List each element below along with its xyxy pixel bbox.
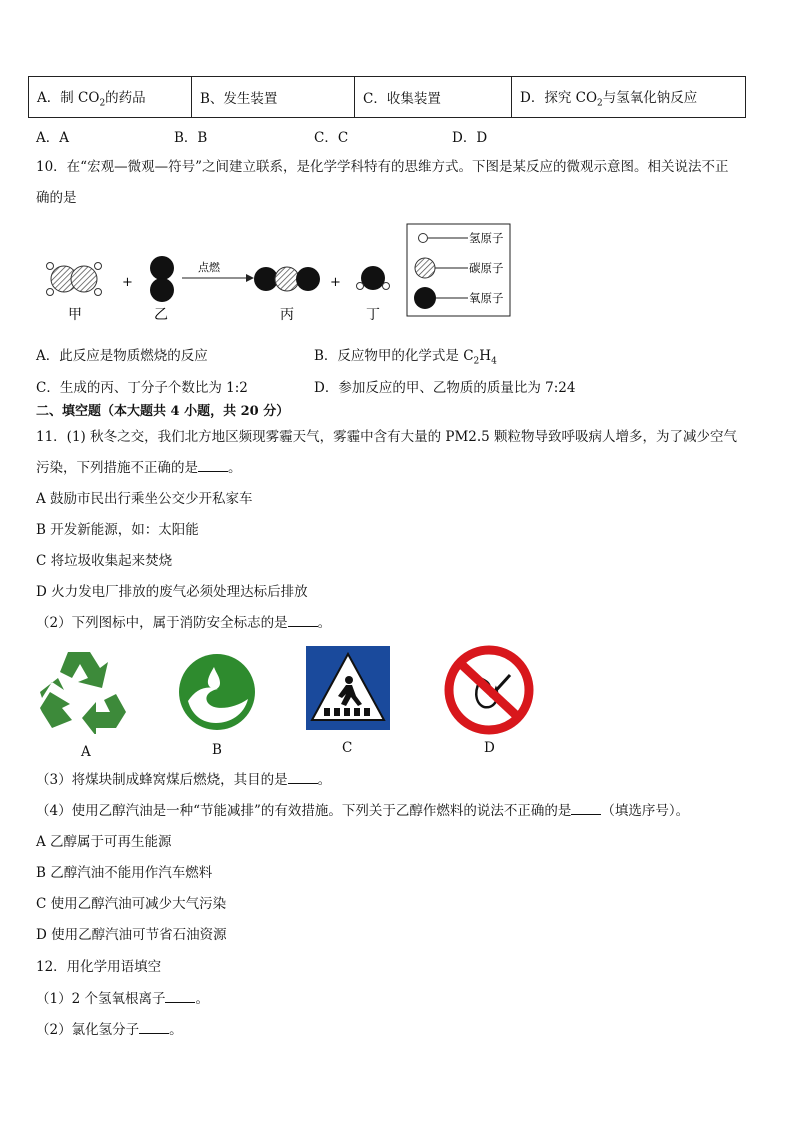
carbon-atom-icon [415, 258, 435, 278]
q10-option-a[interactable]: A．此反应是物质燃烧的反应 [36, 348, 208, 364]
q10-stem-line2: 确的是 [36, 190, 77, 206]
arrow-icon [246, 274, 254, 282]
q11-part4-option-c[interactable]: C 使用乙醇汽油可减少大气污染 [36, 896, 227, 912]
molecule-yi [150, 256, 174, 302]
label-bing: 丙 [280, 307, 294, 323]
q11-part1-option-a[interactable]: A 鼓励市民出行乘坐公交少开私家车 [36, 491, 253, 507]
icon-label-b: B [212, 742, 222, 758]
oxygen-atom-icon [414, 287, 436, 309]
q10-option-c[interactable]: C．生成的丙、丁分子个数比为 1:2 [36, 380, 248, 396]
q11-part2-stem: （2）下列图标中，属于消防安全标志的是 。 [36, 615, 332, 631]
q9-option-b[interactable]: B．B [174, 130, 208, 146]
q9-cell-c: C．收集装置 [355, 77, 512, 118]
q9-options-table [28, 76, 746, 118]
q11-part1-option-d[interactable]: D 火力发电厂排放的废气必须处理达标后排放 [36, 584, 308, 600]
q12-part1: （1）2 个氢氧根离子 。 [36, 991, 209, 1007]
plus-sign-1: + [122, 275, 133, 290]
q9-option-a[interactable]: A．A [36, 130, 69, 146]
atom-legend [407, 224, 510, 316]
answer-blank[interactable] [288, 771, 318, 784]
molecule-jia [47, 263, 102, 296]
recycle-icon[interactable] [38, 648, 128, 734]
legend-oxygen: 氧原子 [469, 291, 504, 305]
q11-part1-option-b[interactable]: B 开发新能源，如：太阳能 [36, 522, 199, 538]
reaction-microscopic-diagram [36, 222, 516, 324]
q12-stem: 12．用化学用语填空 [36, 959, 162, 975]
q9-cell-b: B、发生装置 [192, 77, 355, 118]
q9-option-d[interactable]: D．D [452, 130, 488, 146]
water-saving-icon[interactable] [178, 653, 256, 731]
q11-part4-option-a[interactable]: A 乙醇属于可再生能源 [36, 834, 172, 850]
q11-part1-option-c[interactable]: C 将垃圾收集起来焚烧 [36, 553, 173, 569]
hydrogen-atom-icon [419, 234, 428, 243]
q9-cell-a: A．制 $CO_2$的药品 [29, 77, 192, 118]
answer-blank[interactable] [139, 1021, 169, 1034]
q11-part4-option-d[interactable]: D 使用乙醇汽油可节省石油资源 [36, 927, 227, 943]
q11-part3-stem: （3）将煤块制成蜂窝煤后燃烧，其目的是 。 [36, 772, 332, 788]
answer-blank[interactable] [288, 614, 318, 627]
pedestrian-crossing-icon[interactable] [306, 646, 390, 730]
q11-part1-line2: 污染，下列措施不正确的是 。 [36, 460, 242, 476]
icon-label-a: A [81, 744, 91, 760]
answer-blank[interactable] [165, 990, 195, 1003]
legend-hydrogen: 氢原子 [469, 231, 504, 245]
label-ding: 丁 [366, 307, 380, 323]
section-heading-fill-in: 二、填空题（本大题共 4 小题，共 20 分） [36, 404, 290, 419]
q10-option-b[interactable]: B．反应物甲的化学式是 $C_2H_4$ [314, 348, 497, 367]
q9-option-c[interactable]: C．C [314, 130, 349, 146]
label-jia: 甲 [68, 307, 82, 323]
no-open-flame-icon[interactable] [444, 645, 534, 735]
molecule-bing [254, 267, 320, 291]
q10-option-d[interactable]: D．参加反应的甲、乙物质的质量比为 7:24 [314, 380, 576, 396]
plus-sign-2: + [330, 275, 341, 290]
answer-blank[interactable] [571, 802, 601, 815]
legend-carbon: 碳原子 [469, 261, 504, 275]
q11-part4-stem: （4）使用乙醇汽油是一种“节能减排”的有效措施。下列关于乙醇作燃料的说法不正确的是 （填选序号）。 [36, 803, 690, 819]
arrow-label-ignite: 点燃 [198, 261, 220, 274]
q9-cell-d: D．探究 $CO_2$与氢氧化钠反应 [512, 77, 746, 118]
q12-part2: （2）氯化氢分子 。 [36, 1022, 183, 1038]
q11-part4-option-b[interactable]: B 乙醇汽油不能用作汽车燃料 [36, 865, 213, 881]
q11-part1-line1: 11．(1) 秋冬之交，我们北方地区频现雾霾天气，雾霾中含有大量的 PM2.5 颗粒物导致呼吸病人增多，为了减少空气 [36, 429, 738, 445]
q10-stem-line1: 10．在“宏观—微观—符号”之间建立联系，是化学学科特有的思维方式。下图是某反应的微观示意图。相关说法不正 [36, 159, 729, 175]
icon-label-d: D [484, 740, 495, 756]
icon-label-c: C [342, 740, 353, 756]
label-yi: 乙 [154, 307, 168, 323]
molecule-ding [357, 266, 390, 290]
answer-blank[interactable] [198, 459, 228, 472]
